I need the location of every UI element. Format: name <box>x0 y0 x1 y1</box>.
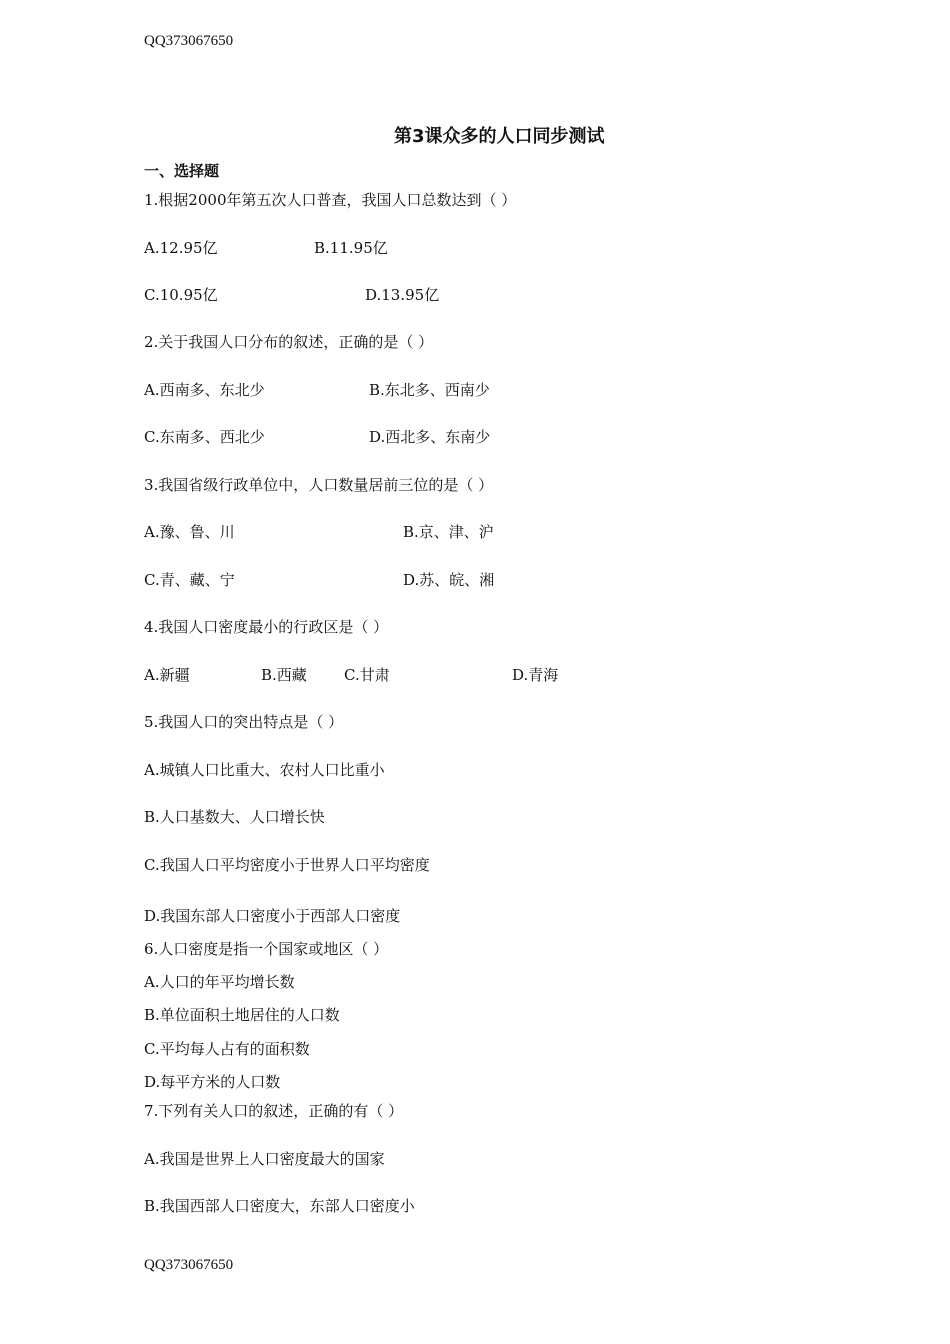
page-header: QQ373067650 <box>144 33 234 49</box>
question-4-option-b: B.西藏 <box>261 666 307 684</box>
question-2-stem: 2.关于我国人口分布的叙述，正确的是（ ） <box>144 333 434 351</box>
question-1-option-b: B.11.95亿 <box>314 239 388 257</box>
question-3-option-c: C.青、藏、宁 <box>144 571 235 589</box>
question-2-option-b: B.东北多、西南少 <box>369 381 490 399</box>
question-3-option-d: D.苏、皖、湘 <box>403 571 495 589</box>
question-1-option-a: A.12.95亿 <box>144 239 218 257</box>
question-4-option-a: A.新疆 <box>144 666 190 684</box>
question-6-option-c: C.平均每人占有的面积数 <box>144 1040 310 1058</box>
question-5-option-b: B.人口基数大、人口增长快 <box>144 808 325 826</box>
question-1-stem: 1.根据2000年第五次人口普查，我国人口总数达到（ ） <box>144 191 517 209</box>
question-1-option-c: C.10.95亿 <box>144 286 218 304</box>
question-5-stem: 5.我国人口的突出特点是（ ） <box>144 713 344 731</box>
question-5-option-c: C.我国人口平均密度小于世界人口平均密度 <box>144 856 430 874</box>
question-6-stem: 6.人口密度是指一个国家或地区（ ） <box>144 940 389 958</box>
question-4-option-d: D.青海 <box>512 666 559 684</box>
question-5-option-a: A.城镇人口比重大、农村人口比重小 <box>144 761 385 779</box>
question-7-stem: 7.下列有关人口的叙述，正确的有（ ） <box>144 1102 404 1120</box>
question-3-option-a: A.豫、鲁、川 <box>144 523 235 541</box>
question-2-option-d: D.西北多、东南少 <box>369 428 491 446</box>
question-6-option-a: A.人口的年平均增长数 <box>144 973 295 991</box>
question-7-option-b: B.我国西部人口密度大，东部人口密度小 <box>144 1197 415 1215</box>
question-2-option-a: A.西南多、东北少 <box>144 381 265 399</box>
question-4-option-c: C.甘肃 <box>344 666 390 684</box>
section-heading: 一、选择题 <box>144 162 220 180</box>
question-7-option-a: A.我国是世界上人口密度最大的国家 <box>144 1150 385 1168</box>
page-title: 第3课众多的人口同步测试 <box>394 126 605 147</box>
question-3-option-b: B.京、津、沪 <box>403 523 494 541</box>
question-3-stem: 3.我国省级行政单位中，人口数量居前三位的是（ ） <box>144 476 494 494</box>
page-footer: QQ373067650 <box>144 1257 234 1273</box>
question-1-option-d: D.13.95亿 <box>365 286 440 304</box>
question-4-stem: 4.我国人口密度最小的行政区是（ ） <box>144 618 389 636</box>
question-5-option-d: D.我国东部人口密度小于西部人口密度 <box>144 907 401 925</box>
question-2-option-c: C.东南多、西北少 <box>144 428 265 446</box>
question-6-option-b: B.单位面积土地居住的人口数 <box>144 1006 340 1024</box>
question-6-option-d: D.每平方米的人口数 <box>144 1073 281 1091</box>
